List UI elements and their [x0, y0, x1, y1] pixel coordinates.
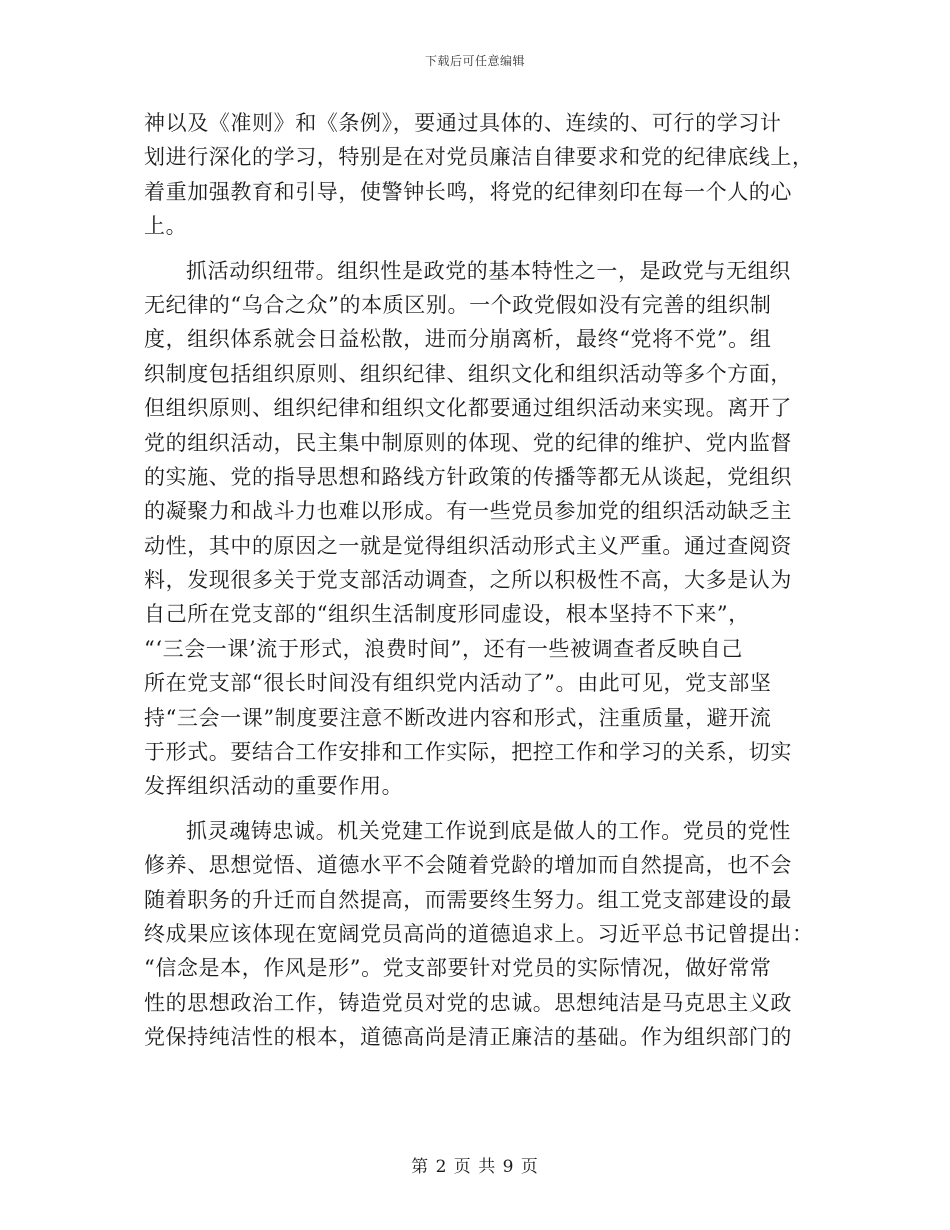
text-line: 发挥组织活动的重要作用。 [144, 774, 404, 799]
text-line: 上。 [144, 214, 188, 239]
paragraph-loyalty [144, 814, 814, 1055]
text-line: 修养、思想觉悟、道德水平不会随着党龄的增加而自然提高，也不会 [144, 853, 792, 878]
page-header: 下载后可任意编辑 [424, 54, 525, 68]
text-line: 随着职务的升迁而自然提高，而需要终生努力。组工党支部建设的最 [144, 887, 792, 912]
text-line: 着重加强教育和引导，使警钟长鸣，将党的纪律刻印在每一个人的心 [144, 179, 792, 204]
text-line: 党的组织活动，民主集中制原则的体现、党的纪律的维护、党内监督 [144, 430, 792, 455]
text-line: 抓灵魂铸忠诚。机关党建工作说到底是做人的工作。党员的党性 [186, 818, 791, 843]
text-line: 党保持纯洁性的根本，道德高尚是清正廉洁的基础。作为组织部门的 [144, 1025, 792, 1050]
paragraph-continuation [144, 106, 814, 244]
text-line: 神以及《准则》和《条例》，要通过具体的、连续的、可行的学习计 [144, 111, 782, 135]
text-line: 划进行深化的学习，特别是在对党员廉洁自律要求和党的纪律底线上， [144, 145, 814, 170]
text-line: 于形式。要结合工作安排和工作实际，把控工作和学习的关系，切实 [144, 740, 792, 765]
page-number: 第 2 页 共 9 页 [411, 1157, 539, 1177]
text-line: “‘三会一课’流于形式，浪费时间”，还有一些被调查者反映自己 [144, 636, 743, 661]
text-line: 动性，其中的原因之一就是觉得组织活动形式主义严重。通过查阅资 [144, 533, 792, 558]
paragraph-activities [144, 254, 804, 804]
text-line: 织制度包括组织原则、组织纪律、组织文化和组织活动等多个方面， [144, 361, 792, 386]
text-line: 抓活动织纽带。组织性是政党的基本特性之一，是政党与无组织 [186, 258, 791, 283]
text-line: “信念是本，作风是形”。党支部要针对党员的实际情况，做好常常 [144, 956, 772, 981]
text-line: 终成果应该体现在宽阔党员高尚的道德追求上。习近平总书记曾提出： [144, 921, 814, 946]
text-line: 所在党支部“很长时间没有组织党内活动了”。由此可见，党支部坚 [144, 671, 772, 696]
text-line: 性的思想政治工作，铸造党员对党的忠诚。思想纯洁是马克思主义政 [144, 990, 792, 1015]
text-line: 料，发现很多关于党支部活动调查，之所以积极性不高，大多是认为 [144, 568, 792, 593]
text-line: 但组织原则、组织纪律和组织文化都要通过组织活动来实现。离开了 [144, 396, 792, 421]
text-line: 持“三会一课”制度要注意不断改进内容和形式，注重质量，避开流 [144, 705, 772, 730]
text-line: 的凝聚力和战斗力也难以形成。有一些党员参加党的组织活动缺乏主 [144, 499, 792, 524]
text-line: 自己所在党支部的“组织生活制度形同虚设，根本坚持不下来”， [144, 602, 750, 627]
text-line: 无纪律的“乌合之众”的本质区别。一个政党假如没有完善的组织制 [144, 292, 772, 317]
text-line: 度，组织体系就会日益松散，进而分崩离析，最终“党将不党”。组 [144, 327, 772, 352]
text-line: 的实施、党的指导思想和路线方针政策的传播等都无从谈起，党组织 [144, 464, 792, 489]
document-body [144, 106, 814, 1055]
